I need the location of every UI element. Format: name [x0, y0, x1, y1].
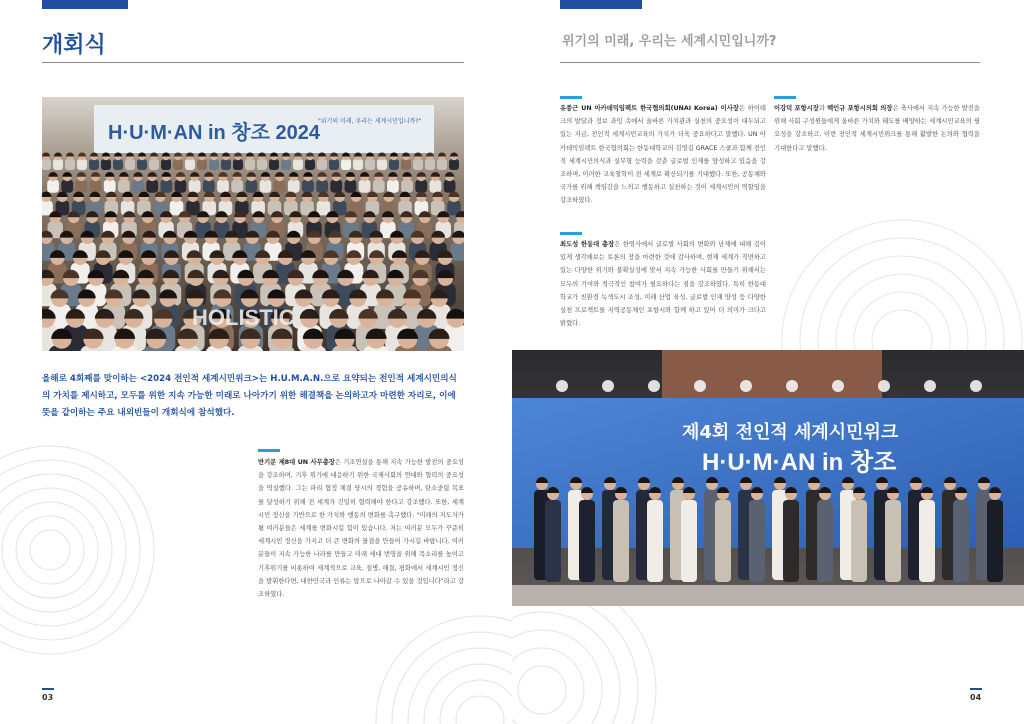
- group-photo: [512, 350, 1024, 606]
- lead-paragraph: 올해로 4회째를 맞이하는 <2024 전인적 세계시민위크>는 H.U.M.A.N.으로 요약되는 전인적 세계시민의식의 가치를 제시하고, 모두를 위한 지속 가능한 미래로 나아가기 위한 해결책을 논의하고자 마련한 자리로, 이에 뜻을 같이하는 주요 내외빈들이 개회식에 참석했다.: [42, 374, 457, 418]
- banner-title: H·U·M·AN in 창조 2024: [108, 122, 320, 144]
- lee-speaker-b: 백인규 포항시의회 의장: [827, 105, 893, 112]
- paragraph-accent-bar: [774, 96, 796, 99]
- floor-lettering: HOLISTIC: [192, 305, 295, 330]
- right-page: [512, 0, 1024, 724]
- top-accent-bar: [42, 0, 128, 9]
- paragraph-accent-bar: [560, 232, 582, 235]
- section-title: 개회식: [42, 33, 106, 58]
- lee-speaker-a: 이강덕 포항시장: [774, 105, 819, 112]
- ryu-text: 은 하이테크의 발달과 정보 과잉 속에서 올바른 가치관과 실천의 중요성이 대두되고 있는 지금, 전인적 세계시민교육의 가치가 더욱 중요하다고 말했다. UN 아카데믹임팩트 한국협의회는 한동대학교의 김영길 GRACE 스쿨과 함께 전인적 세계시민의식과 실무형 능력을 갖춘 글로벌 인재를 양성하고 있음을 강조하며, 이러한 교육철학이 전 세계로 확산되기를 기대했다. 또한, 공동체와 국가를 위해 책임감을 느끼고 행동하고 실천하는 것이 세계시민의 역할임을 강조하였다.: [560, 105, 766, 205]
- decorative-circles: [0, 440, 160, 660]
- lee-connector: 과: [818, 105, 828, 112]
- screen-title-line2: H·U·M·AN in 창조: [702, 449, 897, 476]
- screen-title-line1: 제4회 전인적 세계시민위크: [682, 422, 899, 443]
- page-number: 03: [42, 693, 54, 702]
- choi-speaker: 최도성 한동대 총장: [560, 241, 615, 248]
- lee-paragraph: [774, 102, 980, 155]
- choi-text: 은 한영사에서 글로벌 사회의 변화와 난제에 대해 깊이 있게 생각해보는 토론의 장을 마련한 것에 감사하며, 현재 세계가 직면하고 있는 다양한 위기와 불확실성에 맞서 지속 가능한 사회를 만들기 위해서는 모두의 기여와 적극적인 참여가 필요하다는 점을 강조하였다. 특히 한동대학교가 친환경 녹색도시 조성, 미래 산업 육성, 글로벌 인재 양성 등 다양한 실천 프로젝트를 지역공동체인 포항시와 함께 하고 있어 더 의미가 크다고 밝혔다.: [560, 241, 766, 328]
- audience-photo: [42, 97, 464, 351]
- lee-text: 은 축사에서 지속 가능한 발전을 위해 사회 구성원들에게 올바른 가치와 태도를 배양하는 세계시민교육의 필요성을 강조하고, 이번 전인적 세계시민위크를 통해 활발한 논의와 협력을 기대한다고 말했다.: [774, 105, 980, 152]
- paragraph-accent-bar: [560, 96, 582, 99]
- banner-subtitle: "위기의 미래, 우리는 세계시민입니까?": [318, 118, 422, 125]
- page-number-bar: [42, 688, 54, 690]
- header-rule: [560, 62, 980, 63]
- ryu-paragraph: [560, 102, 766, 208]
- ryu-speaker: 유종근 UN 아카데믹임팩트 한국협의회(UNAI Korea) 이사장: [560, 105, 739, 112]
- ban-text: 은 기조연설을 통해 지속 가능한 발전의 중요성을 강조하며, 기후 위기에 대응하기 위한 국제사회의 연대와 협력의 중요성을 역설했다. 그는 파리 협정 체결 당시의 경험을 공유하며, 탄소중립 목표를 달성하기 위해 전 세계가 긴밀히 협력해야 한다고 강조했다. 또한, 세계시민 정신을 기반으로 한 가치와 행동의 변화를 촉구했다. "미래의 지도자가 될 여러분들은 세계를 변화시킬 힘이 있습니다. 저는 여러분 모두가 꾸준히 세계시민 정신을 가지고 더 큰 변화의 물결을 만들어 가시길 바랍니다. 여러분들이 지속 가능한 나라를 만들고 미래 세대 번영을 위해 목소리를 높이고 기후위기를 비롯하여 세계적으로 교육, 질병, 해결, 평화에서 세계시민 정신을 발휘한다면, 대한민국과 인류는 앞으로 나아갈 수 있을 것입니다"라고 강조하였다.: [258, 459, 464, 599]
- choi-paragraph: [560, 238, 766, 330]
- page-number: 04: [970, 693, 982, 702]
- paragraph-accent-bar: [258, 449, 280, 452]
- top-accent-bar: [560, 0, 642, 9]
- ban-paragraph: [258, 456, 464, 601]
- ban-speaker: 반기문 제8대 UN 사무총장: [258, 459, 335, 466]
- header-subtitle: 위기의 미래, 우리는 세계시민입니까?: [562, 34, 777, 49]
- page-number-bar: [970, 688, 982, 690]
- header-rule: [42, 62, 464, 63]
- decorative-circles-bottom: [360, 600, 512, 724]
